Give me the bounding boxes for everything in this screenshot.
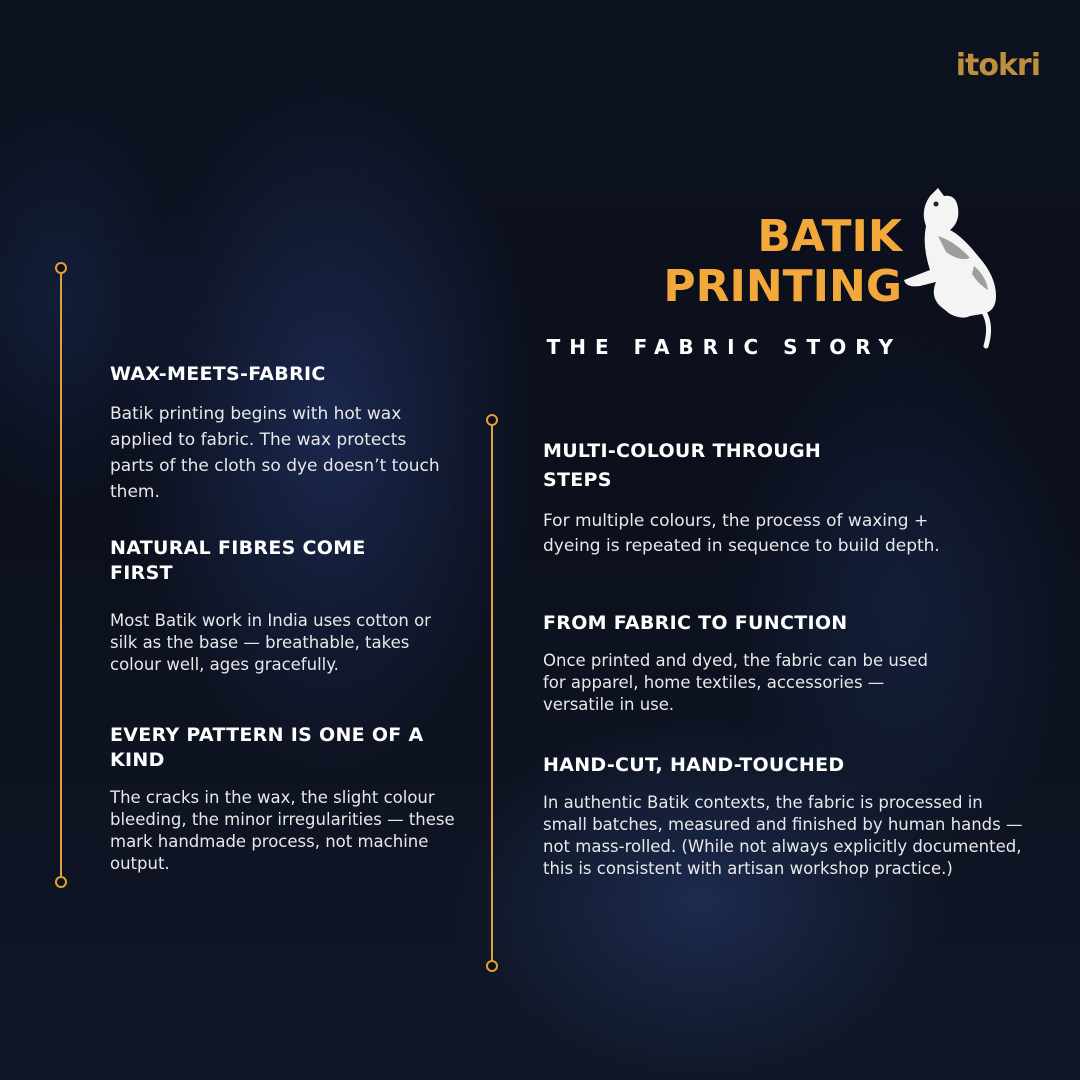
timeline-dot: [486, 414, 498, 426]
section-wax-meets-fabric: [110, 362, 450, 505]
itokri-logo: itokri: [955, 48, 1040, 83]
section-heading: NATURAL FIBRES COME FIRST: [110, 537, 366, 584]
section-hand-cut: [543, 753, 1033, 880]
section-body: Once printed and dyed, the fabric can be used for apparel, home textiles, accessories — versatile in use.: [543, 651, 929, 714]
left-timeline-line: [60, 268, 62, 882]
subtitle: THE FABRIC STORY: [546, 335, 902, 359]
section-body: For multiple colours, the process of waxing + dyeing is repeated in sequence to build depth.: [543, 511, 940, 556]
section-natural-fibres: [110, 536, 431, 676]
section-heading: EVERY PATTERN IS ONE OF A KIND: [110, 724, 424, 771]
cat-illustration-icon: [900, 186, 1010, 351]
section-fabric-to-function: [543, 611, 963, 716]
section-body: The cracks in the wax, the slight colour bleeding, the minor irregularities — these mark handmade process, not machine output.: [110, 788, 455, 873]
timeline-dot: [55, 876, 67, 888]
section-heading: HAND-CUT, HAND-TOUCHED: [543, 754, 845, 776]
section-every-pattern: [110, 723, 455, 875]
section-heading: MULTI-COLOUR THROUGH STEPS: [543, 440, 822, 491]
timeline-dot: [486, 960, 498, 972]
title-line-2: PRINTING: [663, 261, 902, 312]
title-line-1: BATIK: [757, 211, 902, 262]
page-title: [663, 212, 902, 312]
section-body: Most Batik work in India uses cotton or silk as the base — breathable, takes colour well, ages gracefully.: [110, 611, 431, 674]
section-heading: WAX-MEETS-FABRIC: [110, 363, 326, 385]
section-heading: FROM FABRIC TO FUNCTION: [543, 612, 848, 634]
timeline-dot: [55, 262, 67, 274]
right-timeline-line: [491, 420, 493, 966]
section-multi-colour: [543, 437, 940, 559]
section-body: In authentic Batik contexts, the fabric is processed in small batches, measured and finished by human hands — not mass-rolled. (While not always explicitly documented, this is consistent with artisan workshop practice.): [543, 793, 1023, 878]
section-body: Batik printing begins with hot wax applied to fabric. The wax protects parts of the cloth so dye doesn’t touch them.: [110, 404, 440, 502]
